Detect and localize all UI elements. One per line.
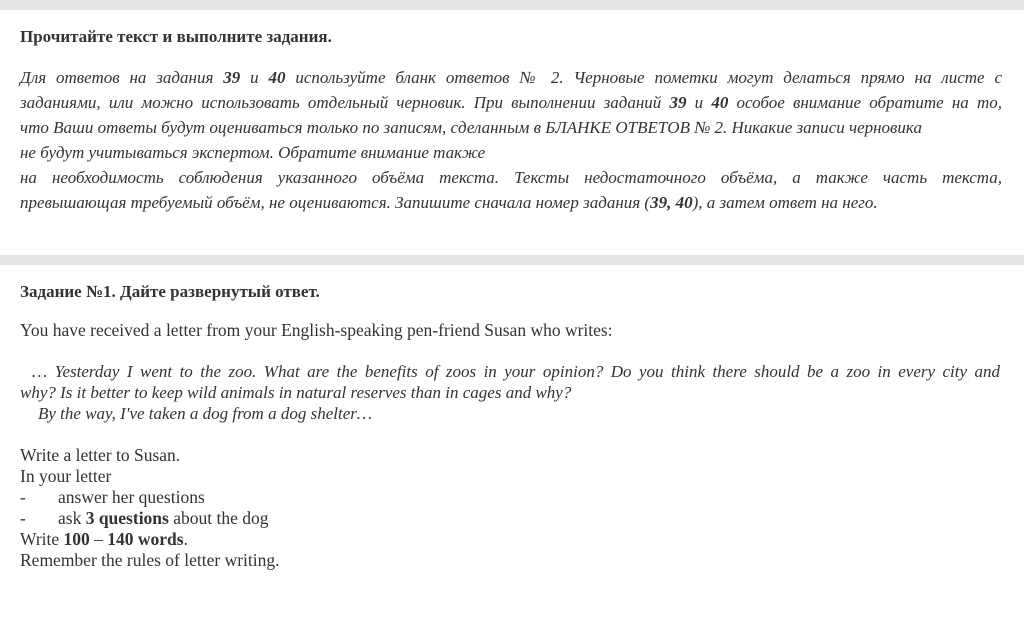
- bullet-dash: -: [20, 487, 26, 507]
- task-intro: You have received a letter from your English-speaking pen-friend Susan who writes:: [20, 320, 613, 340]
- letter-quote: [20, 361, 1000, 424]
- task-line-rules: Remember the rules of letter writing.: [20, 550, 280, 570]
- quote-line-3: By the way, I've taken a dog from a dog shelter…: [38, 404, 372, 423]
- instr-line-6: превышающая требуемый объём, не оцениваются. Запишите сначала номер задания (39, 40), а затем ответ на него.: [20, 193, 878, 212]
- task-line-write: Write a letter to Susan.: [20, 445, 181, 465]
- instructions-heading: Прочитайте текст и выполните задания.: [20, 27, 332, 46]
- task-bullet-1: - answer her questions: [20, 487, 205, 507]
- instructions-card: [0, 10, 1024, 255]
- task-heading: Задание №1. Дайте развернутый ответ.: [20, 282, 320, 301]
- bullet-dash: -: [20, 508, 26, 528]
- quote-line-1: … Yesterday I went to the zoo. What are the benefits of zoos in your opinion? Do you think there should be a zoo in every city and: [32, 362, 1000, 381]
- instructions-text: [20, 65, 1002, 215]
- instr-line-2: заданиями, или можно использовать отдельный черновик. При выполнении заданий 39 и 40 особое внимание обратите на то,: [20, 93, 1003, 112]
- instr-line-1: Для ответов на задания 39 и 40 используйте бланк ответов № 2. Черновые пометки могут делаться прямо на листе с: [20, 68, 1002, 87]
- instr-line-4: не будут учитываться экспертом. Обратите внимание также: [20, 143, 486, 162]
- task-line-word-count: Write 100 – 140 words.: [20, 529, 188, 549]
- quote-line-2: why? Is it better to keep wild animals in natural reserves than in cages and why?: [20, 383, 572, 402]
- task-instructions: [20, 445, 280, 571]
- task-card: [0, 265, 1024, 626]
- instr-line-5: на необходимость соблюдения указанного объёма текста. Тексты недостаточного объёма, а также часть текста,: [20, 168, 1002, 187]
- top-band: [0, 0, 1024, 10]
- task-bullet-2: - ask 3 questions about the dog: [20, 508, 269, 528]
- task-line-in-letter: In your letter: [20, 466, 112, 486]
- instr-line-3: что Ваши ответы будут оцениваться только по записям, сделанным в БЛАНКЕ ОТВЕТОВ № 2. Никакие записи черновика: [20, 118, 922, 137]
